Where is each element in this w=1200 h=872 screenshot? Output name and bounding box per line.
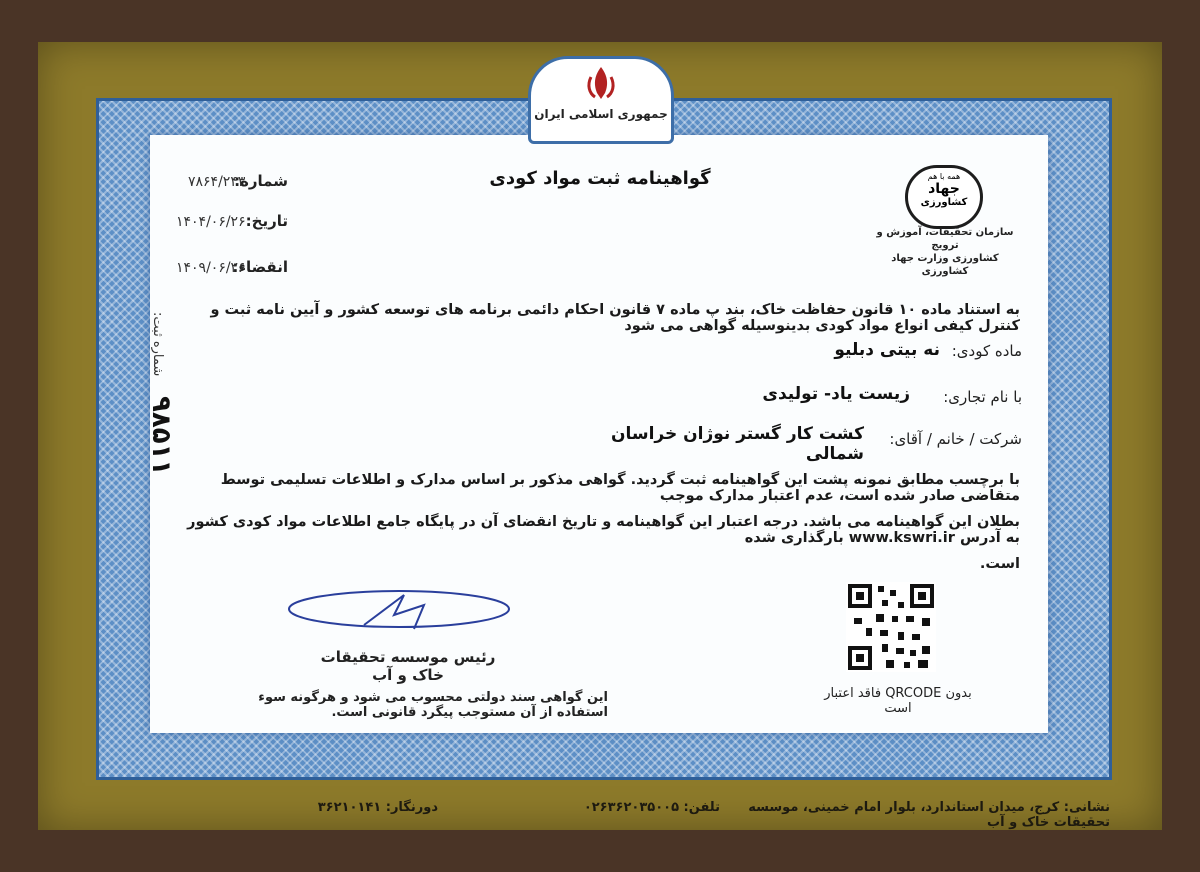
registration-label: شماره ثبت: xyxy=(150,312,165,377)
expiry-label: انقضاء: xyxy=(232,258,288,276)
emblem-label: جمهوری اسلامی ایران xyxy=(534,107,668,121)
logo-sub-text: کشاورزی xyxy=(920,197,968,208)
certificate-title: گواهینامه ثبت مواد کودی xyxy=(489,168,711,189)
date-value: ۱۴۰۴/۰۶/۲۶ xyxy=(176,214,246,230)
qr-validity-note: بدون QRCODE فاقد اعتبار است xyxy=(824,686,972,716)
company-value: کشت کار گستر نوژان خراسان شمالی xyxy=(610,424,864,464)
org-line-2: کشاورزی وزارت جهاد کشاورزی xyxy=(891,253,999,277)
legal-basis-text: به استناد ماده ۱۰ قانون حفاظت خاک، بند پ ماده ۷ قانون احکام دائمی برنامه های توسعه کشور و آیین نامه ثبت و کنترل کیفی انواع مواد کودی بدینوسیله گواهی می شود xyxy=(210,302,1020,334)
expiry-value: ۱۴۰۹/۰۶/۲۶ xyxy=(176,260,246,276)
fertilizer-label: ماده کودی: xyxy=(951,342,1022,360)
signature-mark xyxy=(284,585,514,645)
number-label: شماره: xyxy=(234,172,288,190)
paragraph-line-3: است. xyxy=(979,556,1020,572)
number-value: ۷۸۶۴/۲۴۳ xyxy=(188,174,246,190)
emblem-icon xyxy=(585,65,617,103)
logo-top-text: همه با هم xyxy=(927,172,961,181)
brand-label: با نام تجاری: xyxy=(943,388,1022,406)
qr-code-icon xyxy=(846,582,936,672)
date-label: تاریخ: xyxy=(245,212,288,230)
institute-fax: دورنگار: ۳۶۲۱۰۱۴۱ xyxy=(317,800,438,815)
official-document-note: این گواهی سند دولتی محسوب می شود و هرگونه سوء استفاده از آن مستوجب پیگرد قانونی است. xyxy=(258,690,608,720)
org-line-1: سازمان تحقیقات، آموزش و ترویج xyxy=(876,227,1014,251)
registration-number: ۹۸۵۱۱ xyxy=(146,396,176,476)
paragraph-line-1: با برچسب مطابق نمونه پشت این گواهینامه ثبت گردید. گواهی مذکور بر اساس مدارک و اطلاعات تسلیمی توسط متقاضی صادر شده است، عدم اعتبار مدارک موجب xyxy=(220,472,1020,504)
institute-address: نشانی: کرج، میدان استاندارد، بلوار امام خمینی، موسسه تحقیقات خاک و آب xyxy=(748,800,1110,830)
national-emblem xyxy=(528,56,674,144)
fertilizer-value: نه بیتی دبلیو xyxy=(834,340,940,360)
paragraph-line-2: بطلان این گواهینامه می باشد. درجه اعتبار این گواهینامه و تاریخ انقضای آن در پایگاه جامع اطلاعات مواد کودی کشور به آدرس www.kswri.ir بارگذاری شده xyxy=(187,514,1020,546)
organization-name xyxy=(872,226,1018,278)
brand-value: زیست یاد- تولیدی xyxy=(762,384,910,404)
jihad-keshavarzi-logo xyxy=(905,165,983,229)
company-label: شرکت / خانم / آقای: xyxy=(889,430,1022,448)
institute-phone: تلفن: ۰۲۶۳۶۲۰۳۵۰۰۵ xyxy=(583,800,720,815)
logo-main-text: جهاد xyxy=(928,181,960,197)
signatory-title: رئیس موسسه تحقیقات خاک و آب xyxy=(320,648,496,684)
